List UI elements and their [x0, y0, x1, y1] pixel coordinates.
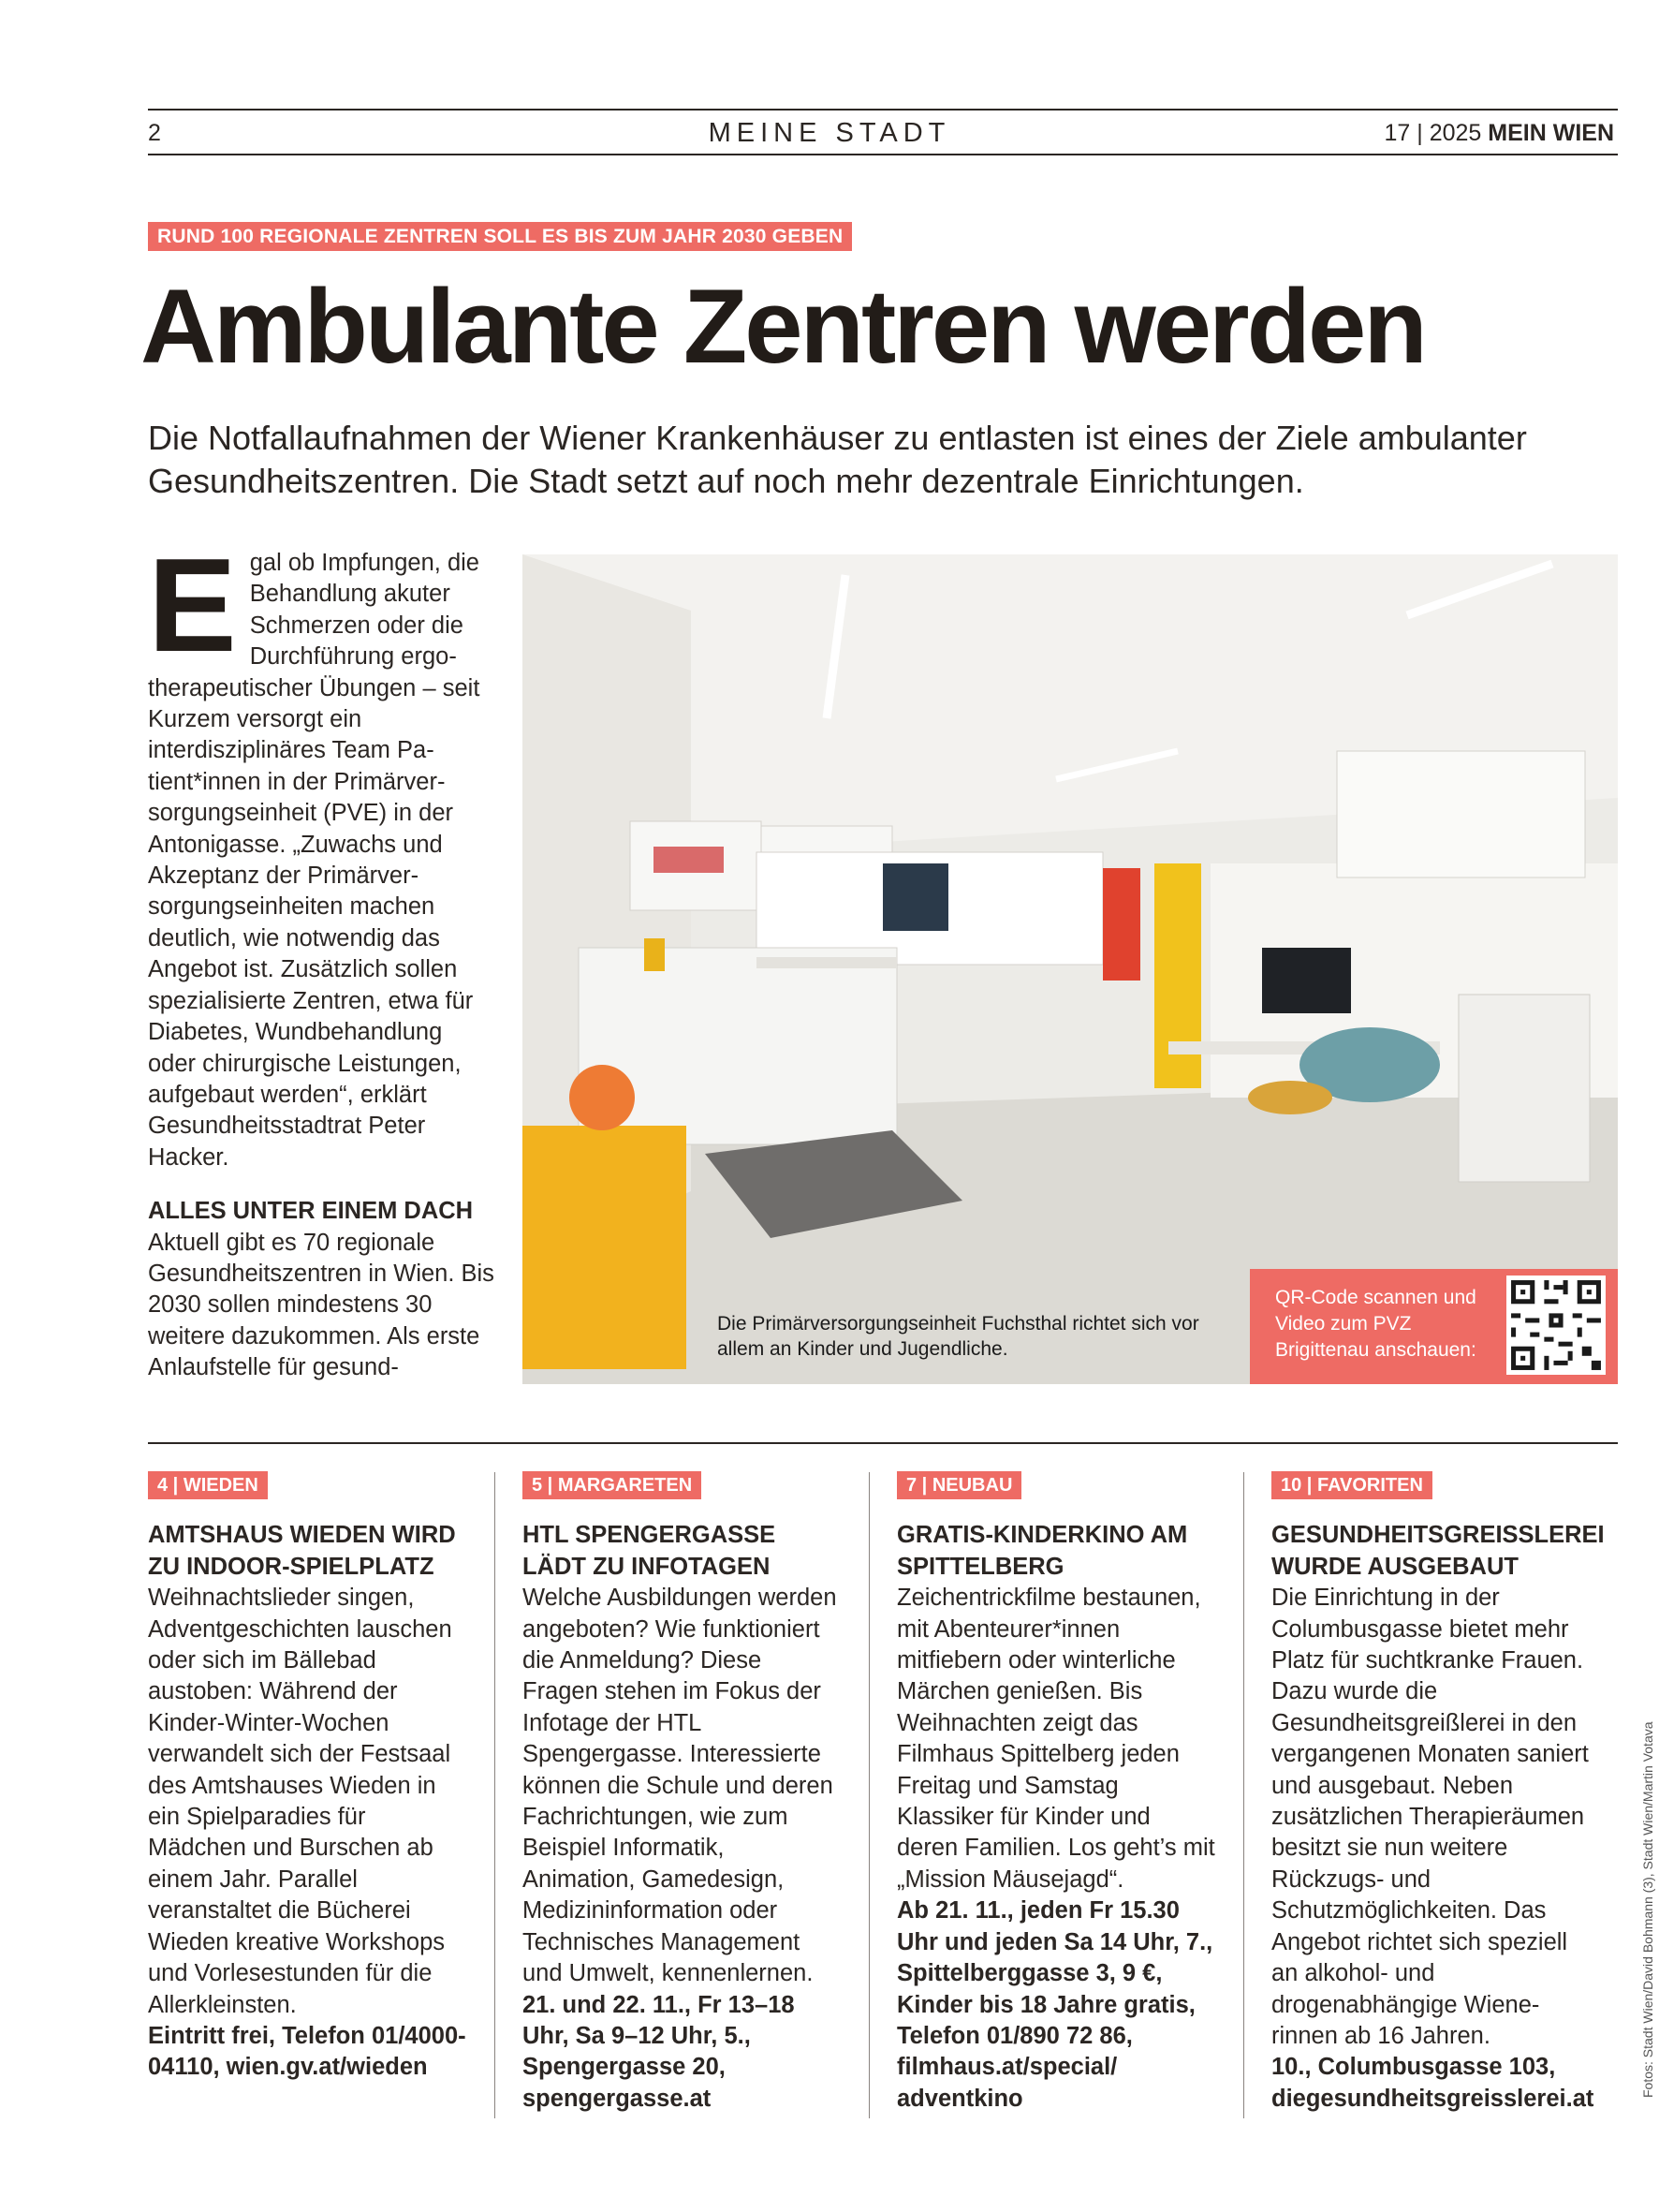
news-info: 21. und 22. 11., Fr 13–18 Uhr, Sa 9–12 Uhr, 5., Spengergasse 20, spengergasse.at [522, 1991, 795, 2112]
article-lead: Die Notfallaufnahmen der Wiener Krankenhäuser zu entlasten ist eines der Ziele ambulanter Gesundheitszentren. Die Stadt setzt auf noch mehr dezentrale Einrichtungen. [148, 419, 1527, 500]
news-info: 10., Columbusgasse 103, diegesundheitsgreisslerei.at [1271, 2054, 1594, 2112]
header-top-rule [148, 109, 1618, 111]
page-number: 2 [148, 120, 161, 146]
section-title: MEINE STADT [708, 118, 951, 148]
news-info: Ab 21. 11., jeden Fr 15.30 Uhr und jeden Sa 14 Uhr, 7., Spittelberggasse 3, 9 €, Kinder bis 18 Jahre gratis, Telefon 01/890 72 86, filmhaus.at/special/ adventkino [897, 1897, 1213, 2112]
drop-cap: E [148, 531, 237, 680]
news-body: Die Einrichtung in der Columbusgasse bietet mehr Platz für suchtkranke Frauen. Dazu wurde die Gesundheitsgreißlerei in den vergangenen Monaten saniert und ausgebaut. Neben zusätzlichen Therapieräumen besitzt sie nun weitere Rückzugs- und Schutzmöglichkeiten. Das Angebot richtet sich speziell an alkohol- und drogenabhängige Wienerinnen ab 16 Jahren. [1271, 1585, 1589, 2049]
publication-name: MEIN WIEN [1488, 120, 1614, 146]
district-tag: 7 | NEUBAU [897, 1471, 1021, 1499]
article-headline: Ambulante Zentren werden [140, 268, 1425, 385]
news-title: GESUNDHEITSGREISSLEREI WURDE AUSGEBAUT [1271, 1522, 1605, 1580]
photo-caption: Die Primärversorgungseinheit Fuchsthal richtet sich vor allem an Kinder und Jugendliche. [717, 1313, 1199, 1360]
body-paragraph-1: gal ob Impfungen, die Behandlung akuter Schmerzen oder die Durchführung ergotherapeutischer Übungen – seit Kurzem versorgt ein interdisziplinäres Team Patient*innen in der Primärversorgungseinheit (PVE) in der Antonigasse. „Zuwachs und Akzeptanz der Primärversorgungseinheiten machen deutlich, wie notwendig das Angebot ist. Zusätzlich sollen spezialisierte Zentren, etwa für Diabetes, Wundbehandlung oder chirurgische Leistungen, aufgebaut werden“, erklärt Gesundheitsstadtrat Peter Hacker. [148, 550, 480, 1171]
column-divider [869, 1472, 870, 2118]
district-tag: 5 | MARGARETEN [522, 1471, 701, 1499]
news-column-wieden [148, 1468, 466, 2084]
columns-top-rule [148, 1442, 1618, 1444]
qr-code[interactable] [1506, 1276, 1606, 1375]
article-kicker: RUND 100 REGIONALE ZENTREN SOLL ES BIS ZUM JAHR 2030 GEBEN [148, 222, 852, 251]
news-info: Eintritt frei, Telefon 01/4000-04110, wien.gv.at/wieden [148, 2022, 466, 2081]
news-column-margareten [522, 1468, 841, 2115]
district-tag: 4 | WIEDEN [148, 1471, 268, 1499]
issue-label [1385, 120, 1614, 147]
header-bottom-rule [148, 154, 1618, 155]
article-body [148, 531, 496, 1384]
column-divider [1243, 1472, 1244, 2118]
news-body: Weihnachtslieder singen, Adventgeschichten lauschen oder sich im Bällebad austoben: Während der Kinder-Winter-Wochen verwandelt sich der Festsaal des Amtshauses Wieden in ein Spielparadies für Mädchen und Burschen ab einem Jahr. Parallel veranstaltet die Bücherei Wieden kreative Workshops und Vorlesestunden für die Allerkleinsten. [148, 1585, 452, 2018]
news-column-neubau [897, 1468, 1215, 2115]
column-divider [494, 1472, 495, 2118]
qr-code-icon [1506, 1276, 1606, 1375]
district-tag: 10 | FAVORITEN [1271, 1471, 1432, 1499]
article-photo [522, 554, 1618, 1384]
photo-credit: Fotos: Stadt Wien/David Bohmann (3), Stadt Wien/Martin Votava [1640, 1721, 1655, 2098]
qr-callout-text: QR-Code scannen und Video zum PVZ Brigittenau anschauen: [1275, 1287, 1476, 1361]
body-subhead: ALLES UNTER EINEM DACH [148, 1198, 474, 1225]
news-title: AMTSHAUS WIEDEN WIRD ZU INDOOR-SPIELPLATZ [148, 1522, 456, 1580]
body-paragraph-2: Aktuell gibt es 70 regionale Gesundheitszentren in Wien. Bis 2030 sollen mindestens 30 weitere dazukommen. Als erste Anlaufstelle für gesund- [148, 1229, 494, 1381]
news-column-favoriten [1271, 1468, 1605, 2115]
news-title: HTL SPENGERGASSE LÄDT ZU INFOTAGEN [522, 1522, 776, 1580]
issue-number: 17 | 2025 [1384, 120, 1482, 146]
news-title: GRATIS-KINDERKINO AM SPITTELBERG [897, 1522, 1188, 1580]
clinic-room-photo [522, 554, 1618, 1384]
news-body: Welche Ausbildungen werden angeboten? Wie funktioniert die Anmeldung? Diese Fragen stehen im Fokus der Infotage der HTL Spengergasse. Interessierte können die Schule und deren Fachrichtungen, wie zum Beispiel Informatik, Animation, Gamedesign, Medizininformation oder Technisches Management und Umwelt, kennenlernen. [522, 1585, 837, 1987]
news-body: Zeichentrickfilme bestaunen, mit Abenteurer*innen mitfiebern oder winterliche Märchen genießen. Bis Weihnachten zeigt das Filmhaus Spittelberg jeden Freitag und Samstag Klassiker für Kinder und deren Familien. Los geht’s mit „Mission Mäusejagd“. [897, 1585, 1215, 1893]
